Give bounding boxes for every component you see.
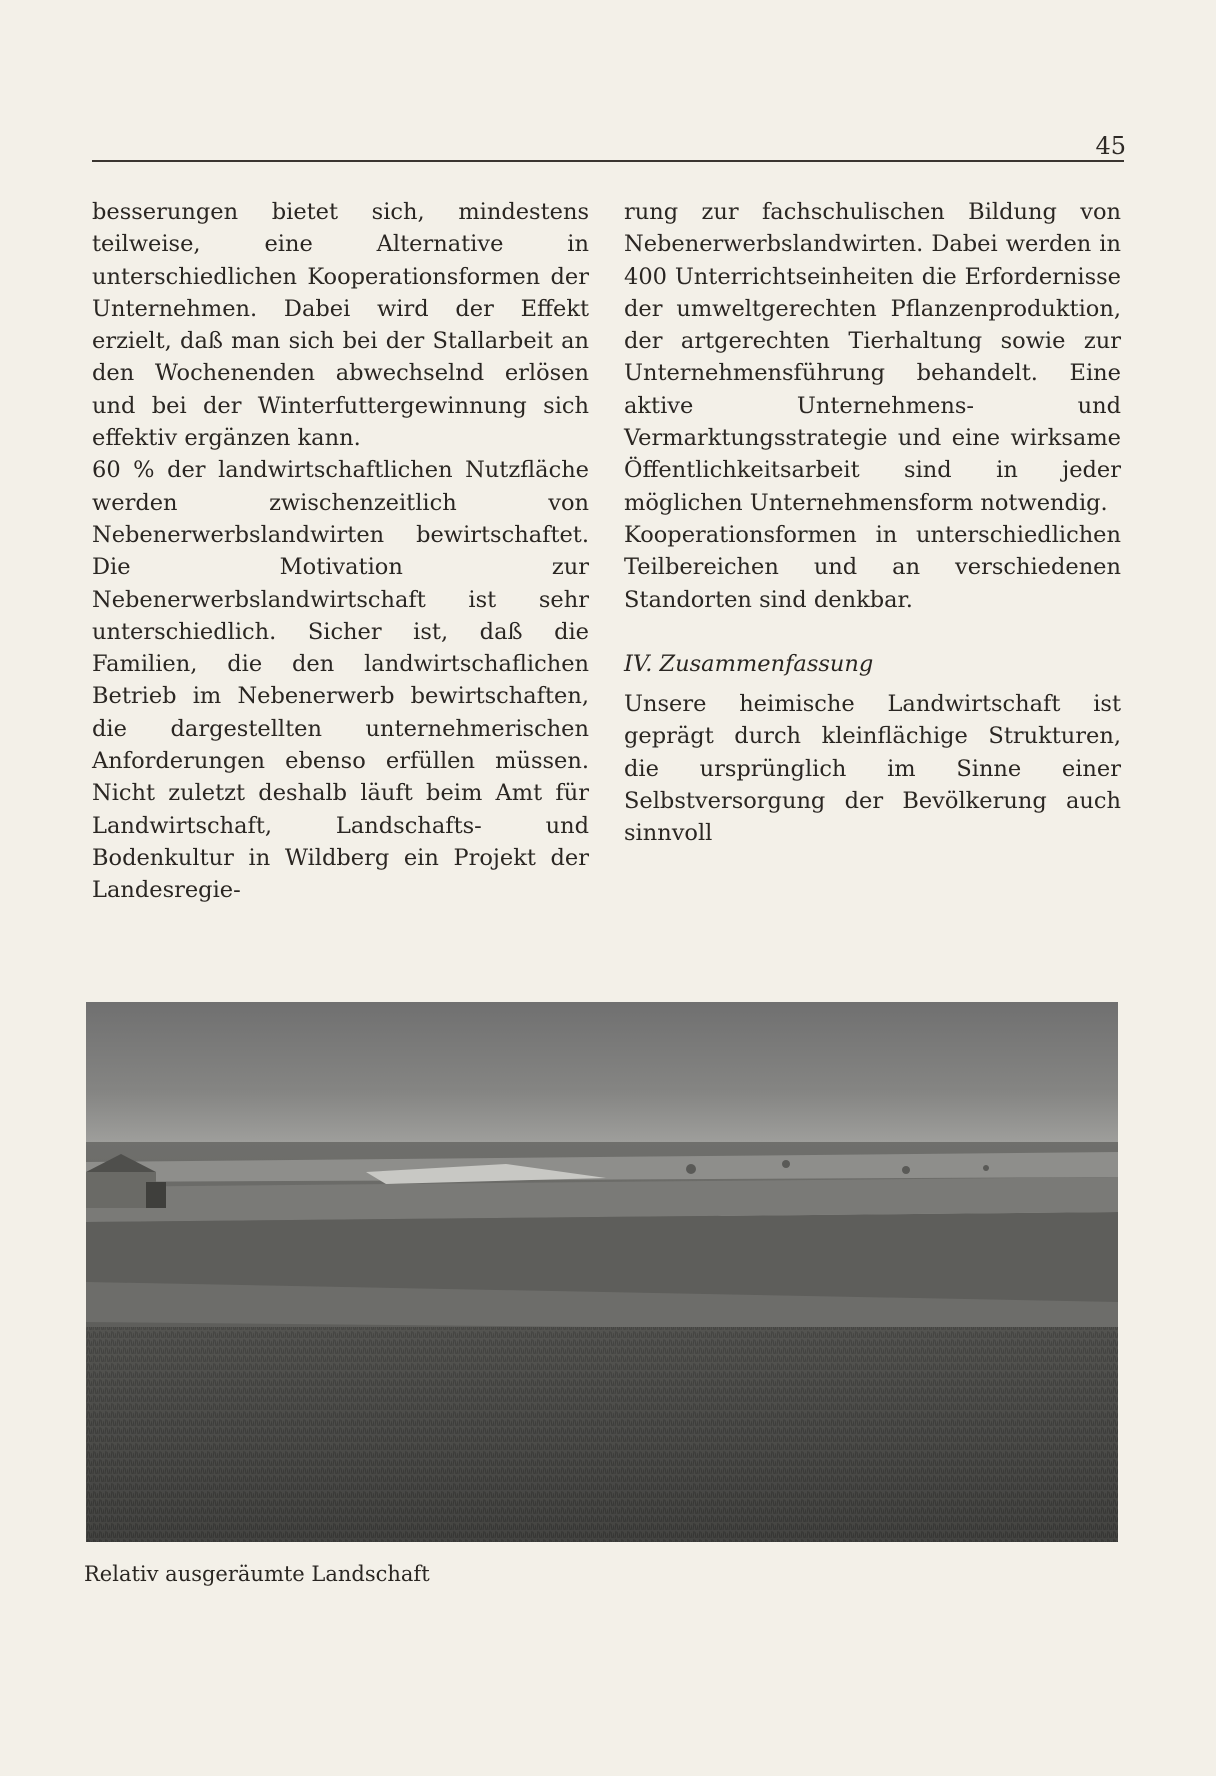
right-paragraph-3: Unsere heimische Landwirtschaft ist geprägt durch kleinflächige Strukturen, die ursprünglich im Sinne einer Selbstversorgung der Bevölkerung auch sinnvoll <box>624 691 1121 847</box>
tree <box>686 1164 696 1174</box>
grass-texture <box>86 1327 1118 1542</box>
tree <box>983 1165 989 1171</box>
tree <box>782 1160 790 1168</box>
farm-building <box>86 1172 156 1208</box>
sky <box>86 1002 1118 1152</box>
right-paragraph-2: Kooperationsformen in unterschiedlichen Teilbereichen und an verschiedenen Standorten sind denkbar. <box>624 521 1121 613</box>
header-rule <box>92 160 1124 162</box>
right-column <box>624 196 1121 850</box>
landscape-illustration <box>86 1002 1118 1542</box>
landscape-photo <box>86 1002 1118 1542</box>
right-paragraph-1: rung zur fachschulischen Bildung von Nebenerwerbslandwirten. Dabei werden in 400 Unterrichtseinheiten die Erfordernisse der umweltgerechten Pflanzenproduktion, der artgerechten Tierhaltung sowie zur Unternehmensführung behandelt. Eine aktive Unternehmens- und Vermarktungsstrategie und eine wirksame Öffentlichkeitsarbeit sind in jeder möglichen Unternehmensform notwendig. <box>624 199 1121 516</box>
figure-caption: Relativ ausgeräumte Landschaft <box>84 1562 430 1586</box>
farm-shed <box>146 1182 166 1208</box>
left-paragraph-2: 60 % der landwirtschaftlichen Nutzfläche werden zwischenzeitlich von Nebenerwerbslandwirten bewirtschaftet. Die Motivation zur Nebenerwerbslandwirtschaft ist sehr unterschiedlich. Sicher ist, daß die Familien, die den landwirtschaflichen Betrieb im Nebenerwerb bewirtschaften, die dargestellten unternehmerischen Anforderungen ebenso erfüllen müssen. Nicht zuletzt deshalb läuft beim Amt für Landwirtschaft, Landschafts- und Bodenkultur in Wildberg ein Projekt der Landesregie- <box>92 457 589 904</box>
section-heading: IV. Zusammenfassung <box>624 650 874 677</box>
left-paragraph-1: besserungen bietet sich, mindestens teilweise, eine Alternative in unterschiedlichen Kooperationsformen der Unternehmen. Dabei wird der Effekt erzielt, daß man sich bei der Stallarbeit an den Wochenenden abwechselnd erlösen und bei der Winterfuttergewinnung sich effektiv ergänzen kann. <box>92 199 589 452</box>
tree <box>902 1166 910 1174</box>
left-column <box>92 196 589 907</box>
page-number: 45 <box>1095 132 1126 160</box>
